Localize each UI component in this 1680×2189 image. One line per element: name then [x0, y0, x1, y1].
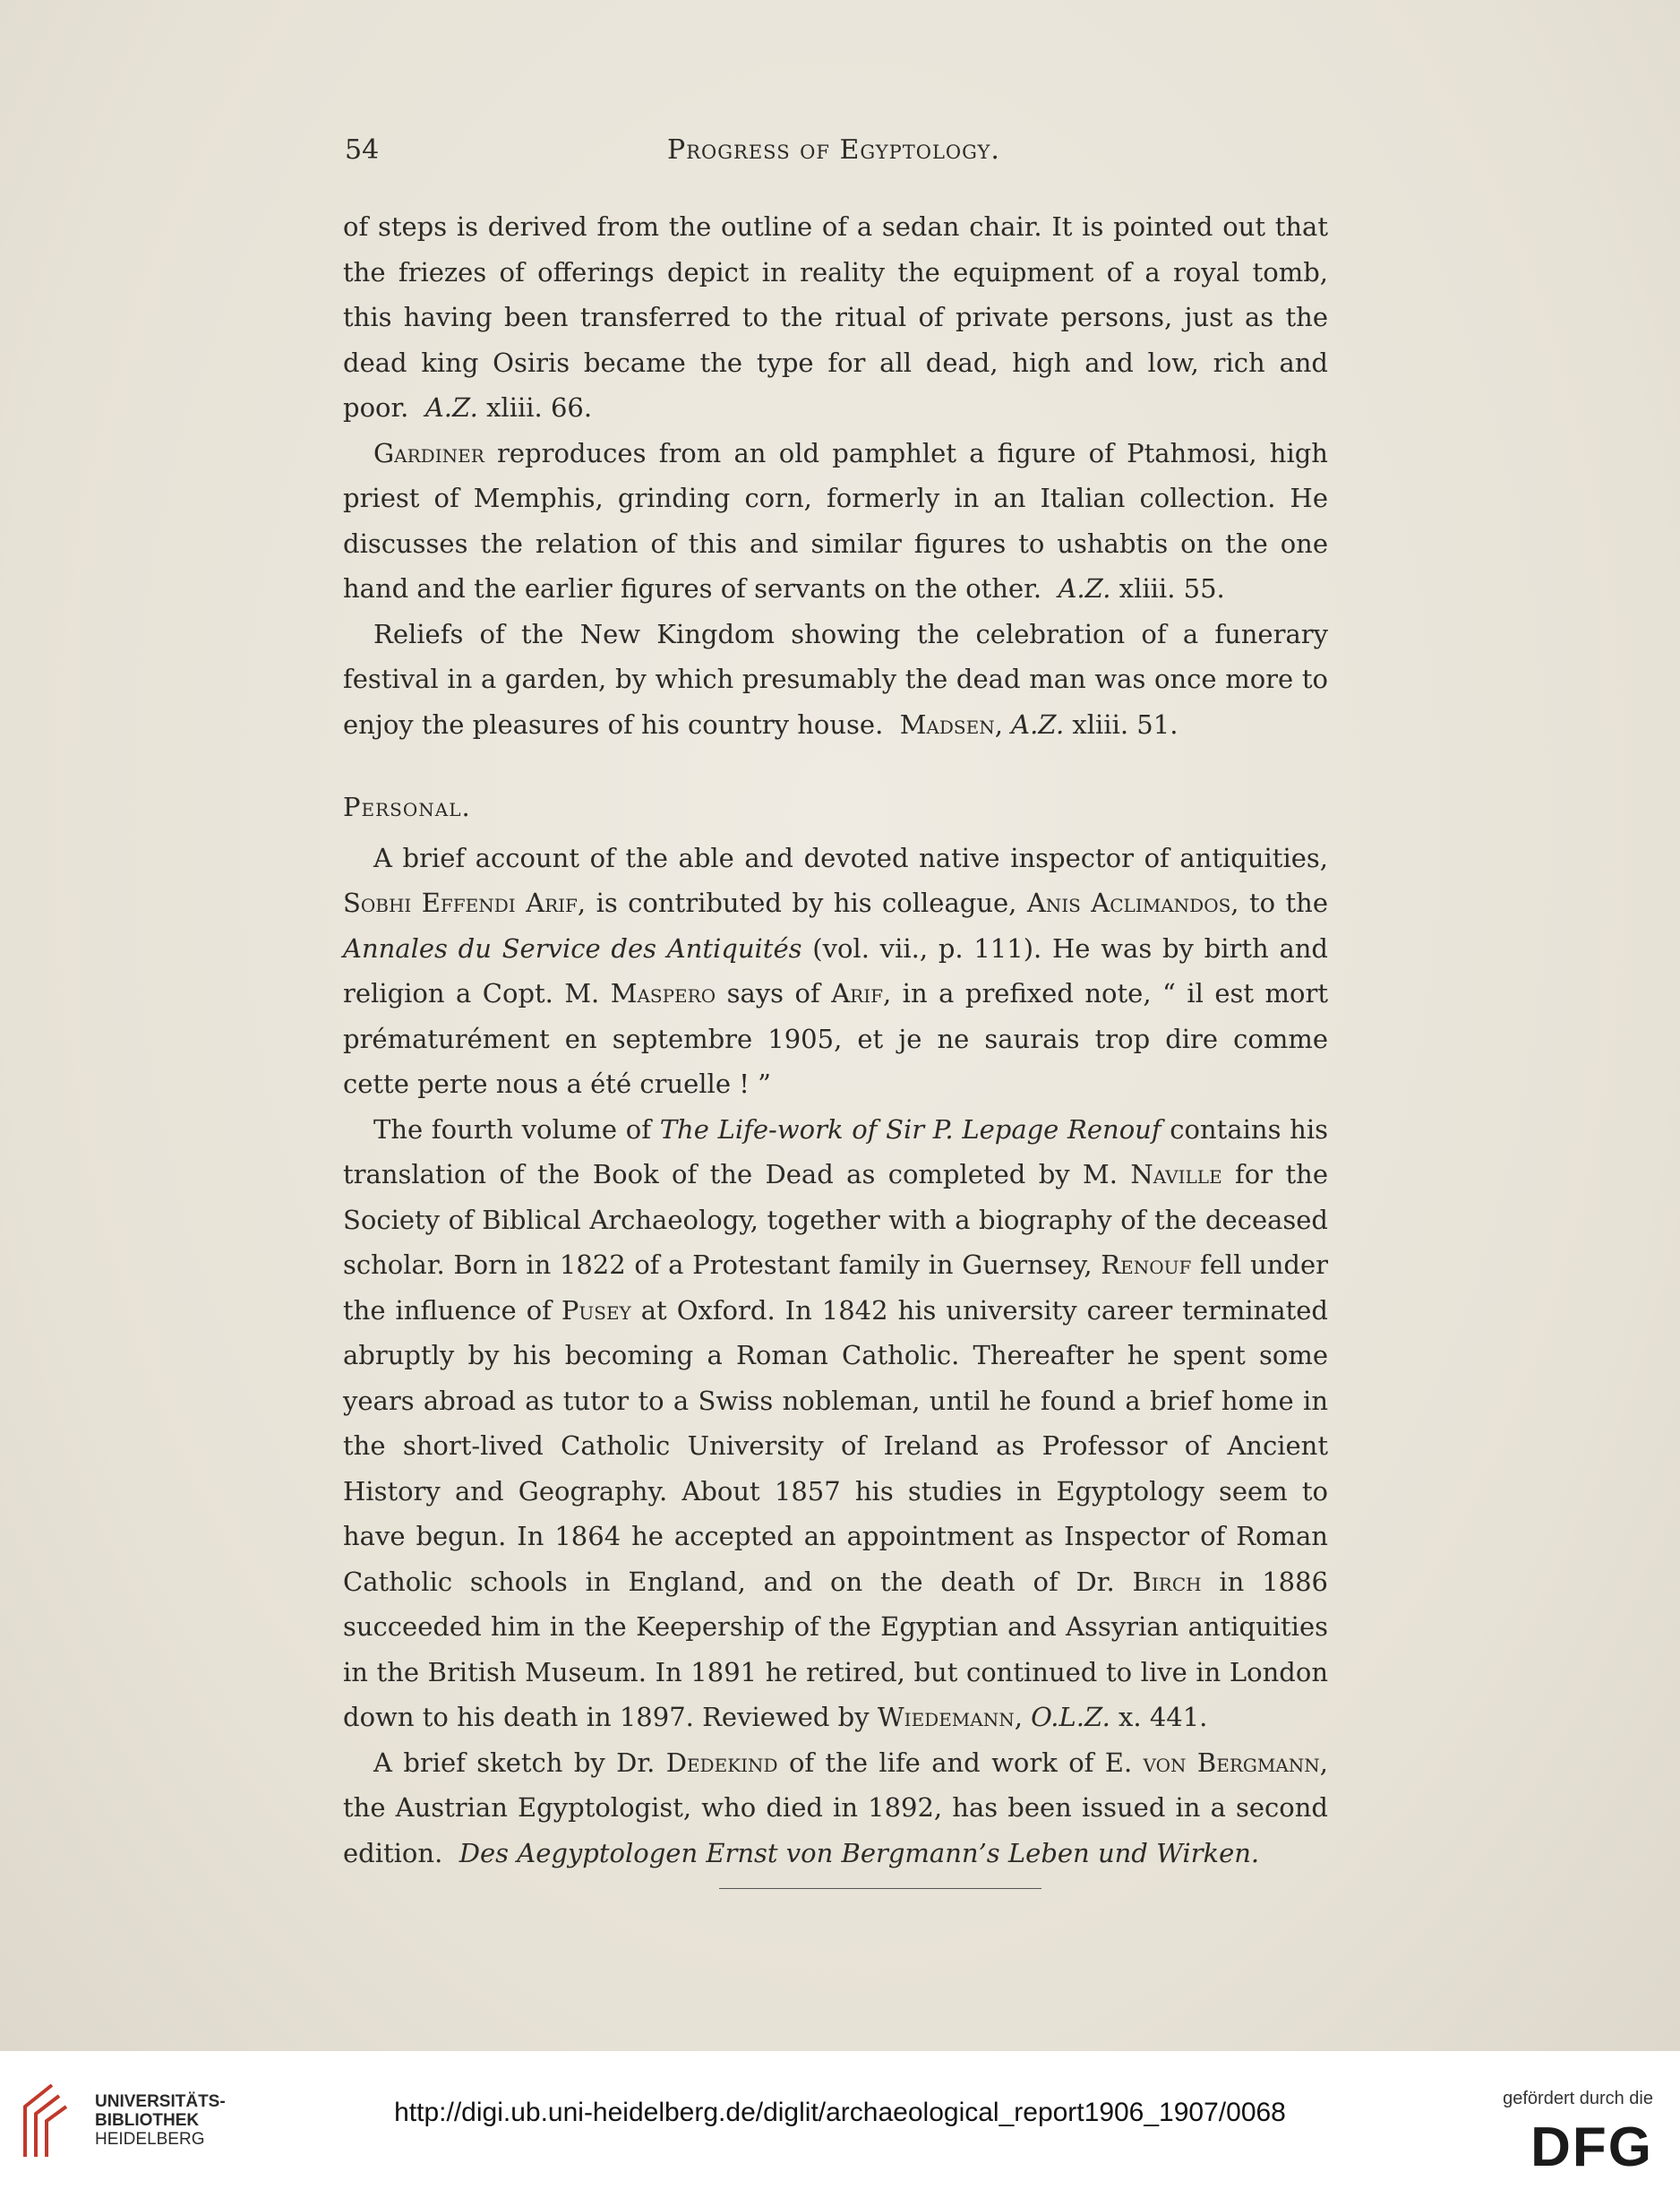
author-name: Madsen — [899, 708, 995, 740]
paragraph-1: of steps is derived from the outline of a sedan chair. It is pointed out that the friezes of offerings depict in reality the equipment of a royal tomb, this having been transferred to the ritual of private persons, just as the dead king Osiris became the type for all dead, high and low, rich and poor. A.Z. xliii. 66. — [343, 211, 1328, 423]
author-name: Gardiner — [373, 437, 484, 468]
source-url-link[interactable]: http://digi.ub.uni-heidelberg.de/diglit/archaeological_report1906_1907/0068 — [394, 2098, 1286, 2127]
end-rule — [719, 1888, 1041, 1889]
section-heading: Personal. — [343, 792, 471, 822]
paragraph-2: Gardiner reproduces from an old pamphlet a figure of Ptahmosi, high priest of Memphis, grinding corn, formerly in an Italian collection. He discusses the relation of this and similar figures to ushabtis on the one hand and the earlier figures of servants on the other. A.Z. xliii. 55. — [343, 437, 1328, 604]
funded-by-label: gefördert durch die — [1503, 2089, 1653, 2108]
footer-bar — [0, 2051, 1680, 2189]
paragraph-5: The fourth volume of The Life-work of Sir P. Lepage Renouf contains his translation of the Book of the Dead as completed by M. Naville for the Society of Biblical Archaeology, together with a biography of the deceased scholar. Born in 1822 of a Protestant family in Guernsey, Renouf fell under the influence of Pusey at Oxford. In 1842 his university career terminated abruptly by his becoming a Roman Catholic. Thereafter he spent some years abroad as tutor to a Swiss nobleman, until he found a brief home in the short-lived Catholic University of Ireland as Professor of Ancient History and Geography. About 1857 his studies in Egyptology seem to have begun. In 1864 he accepted an appointment as Inspector of Roman Catholic schools in England, and on the death of Dr. Birch in 1886 succeeded him in the Keepership of the Egyptian and Assyrian antiquities in the British Museum. In 1891 he retired, but continued to live in London down to his death in 1897. Reviewed by Wiedemann, O.L.Z. x. 441. — [343, 1113, 1329, 1732]
page-number: 54 — [345, 134, 380, 166]
page-header — [345, 134, 1323, 174]
paragraph-6: A brief sketch by Dr. Dedekind of the life and work of E. von Bergmann, the Austrian Egyptologist, who died in 1892, has been issued in a second edition. Des Aegyptologen Ernst von Bergmann’s Leben und Wirken. — [343, 1747, 1328, 1868]
paragraph-3: Reliefs of the New Kingdom showing the celebration of a funerary festival in a garden, by which presumably the dead man was once more to enjoy the pleasures of his country house. Madsen, A.Z. xliii. 51. — [343, 618, 1328, 740]
page-body — [343, 204, 1328, 1889]
library-name: UNIVERSITÄTS- BIBLIOTHEK HEIDELBERG — [95, 2092, 226, 2149]
dfg-logo: DFG — [1530, 2116, 1653, 2178]
paragraph-4: A brief account of the able and devoted native inspector of antiquities, Sobhi Effendi Arif, is contributed by his colleague, Anis Aclimandos, to the Annales du Service des Antiquités (vol. vii., p. 111). He was by birth and religion a Copt. M. Maspero says of Arif, in a prefixed note, “ il est mort prématurément en septembre 1905, et je ne saurais trop dire comme cette perte nous a été cruelle ! ” — [343, 842, 1328, 1099]
running-title: Progress of Egyptology. — [667, 134, 1000, 166]
